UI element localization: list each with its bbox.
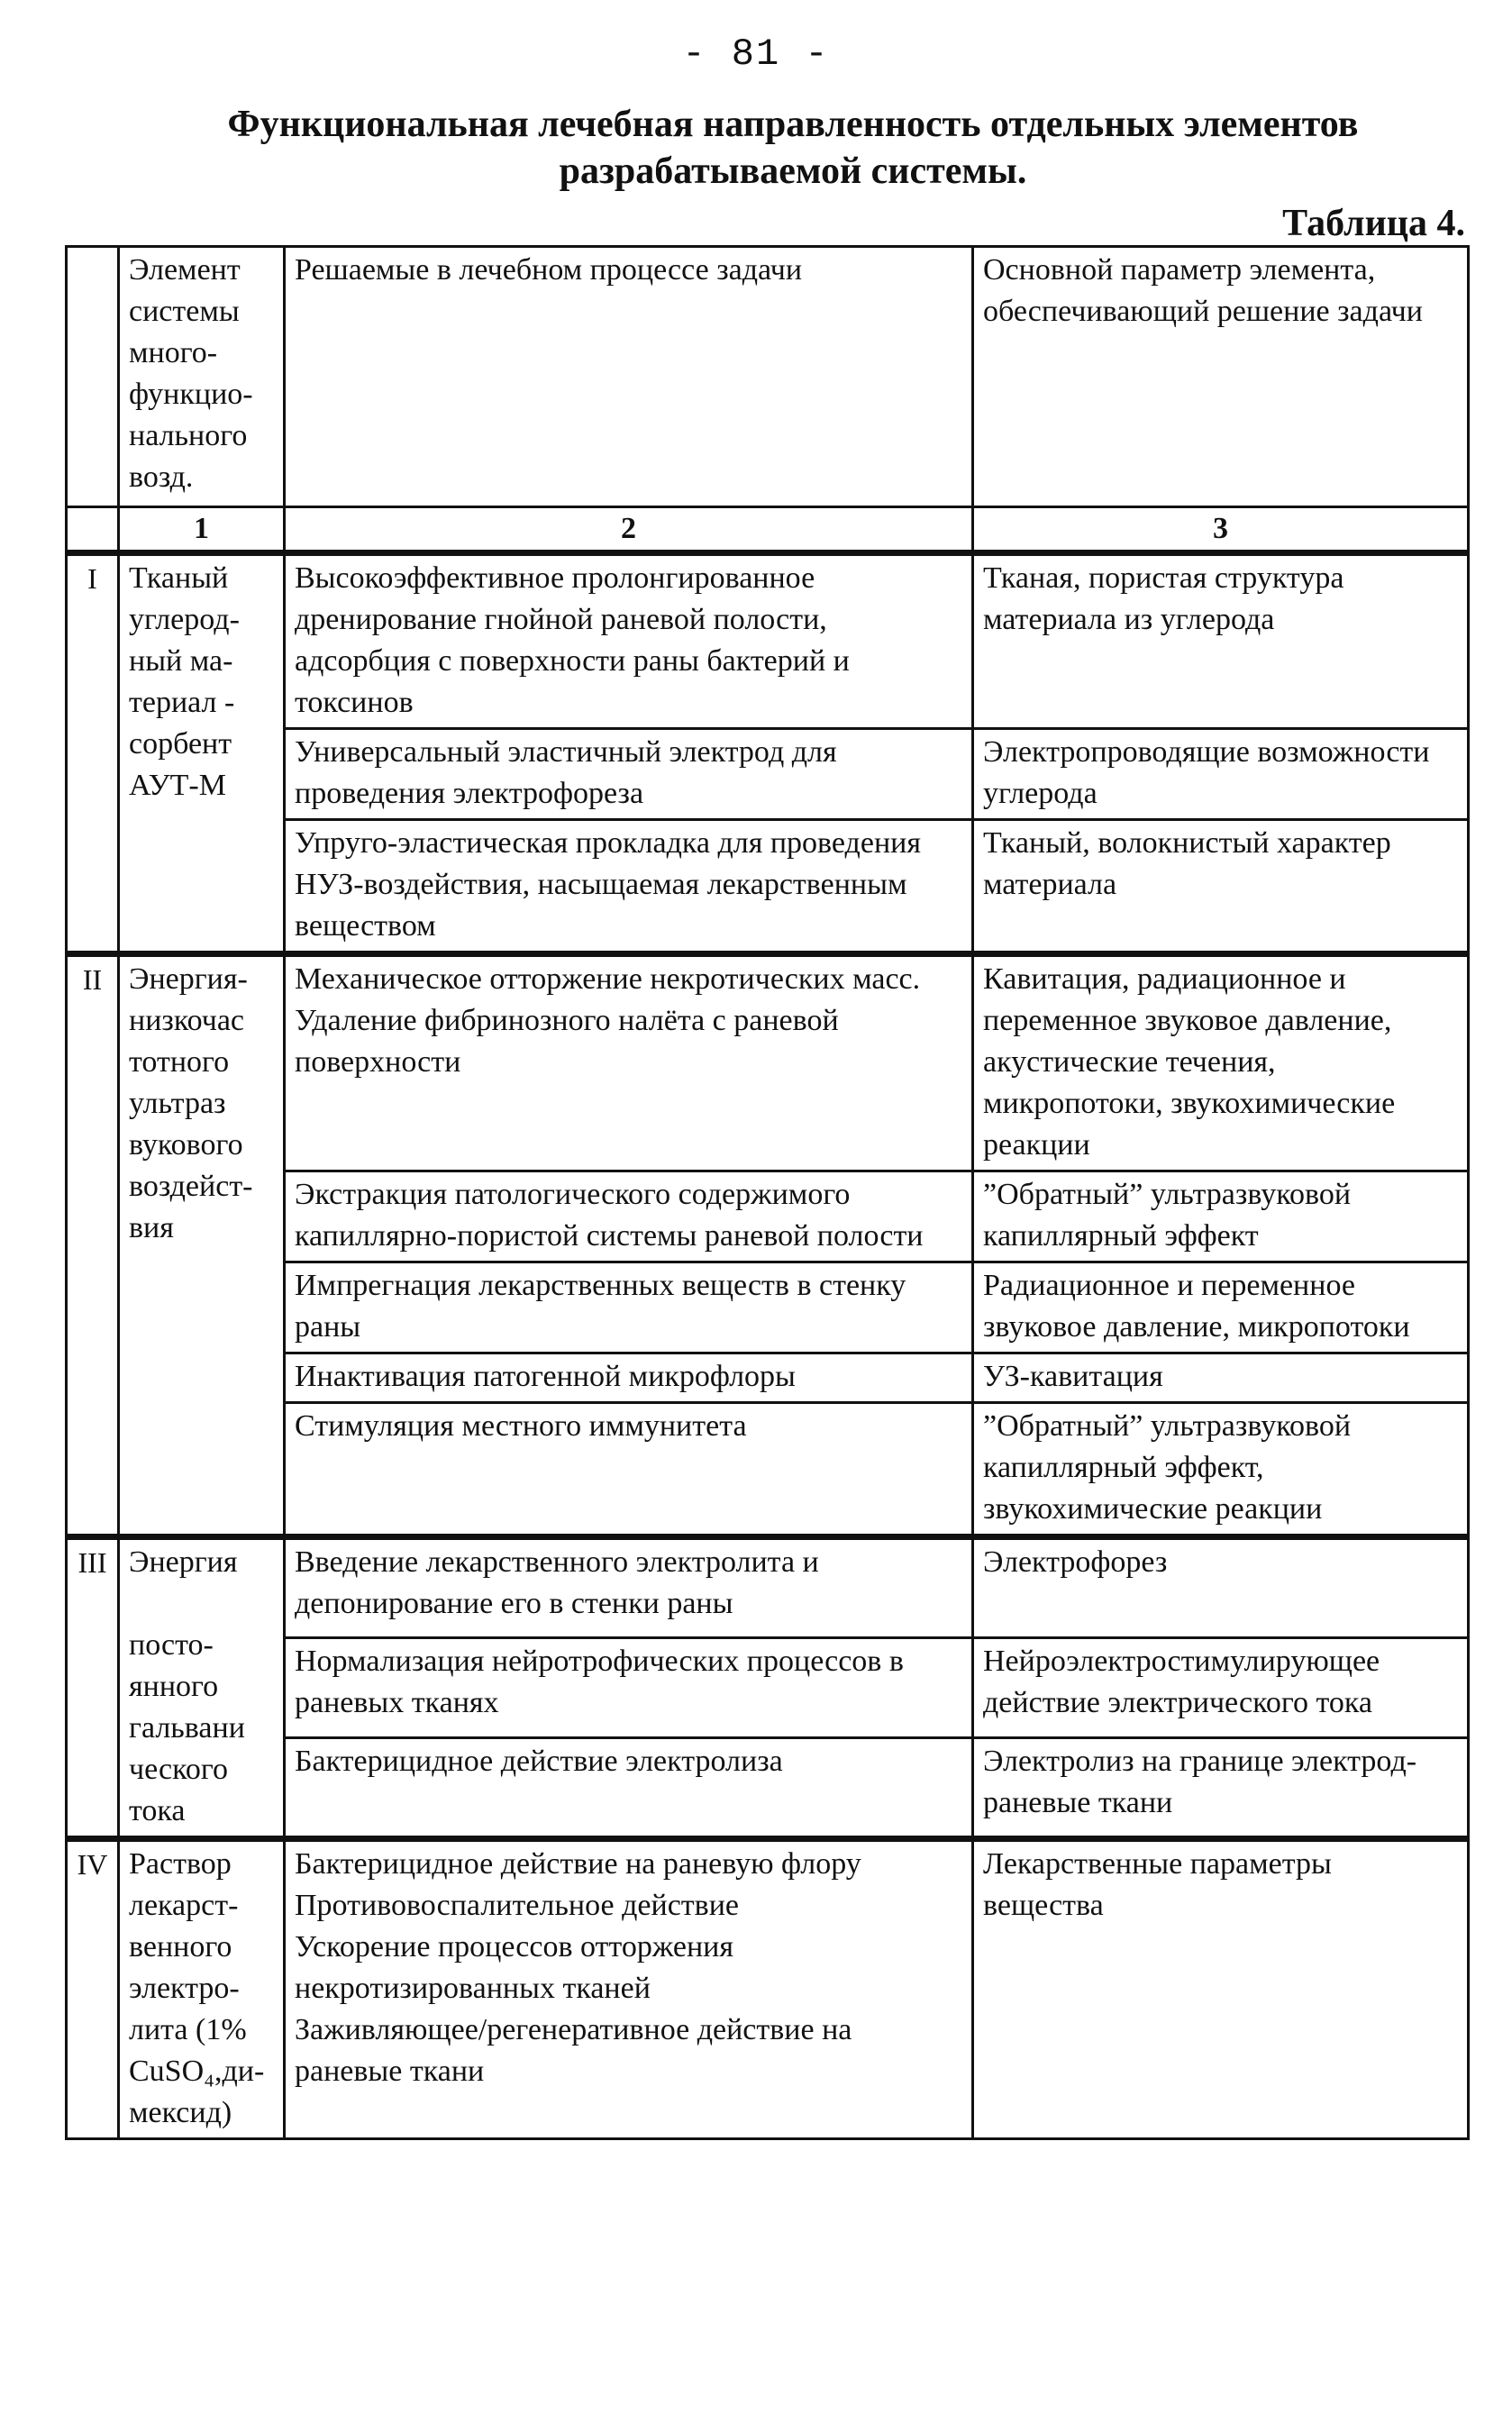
task-cell: Механическое отторжение некротических масс. Удаление фибринозного налёта с раневой поверхности	[285, 954, 973, 1171]
task-cell: Бактерицидное действие электролиза	[285, 1737, 973, 1838]
group-numeral-iii: III	[67, 1537, 119, 1839]
element-galvanic-current	[119, 1537, 285, 1839]
element-carbon-sorbent: Тканый углерод-ный ма-териал - сорбент АУТ-М	[119, 553, 285, 954]
element-drug-solution: Раствор лекарст-венного электро-лита (1% CuSO₄,ди-мексид)	[119, 1839, 285, 2139]
header-tasks: Решаемые в лечебном процессе задачи	[285, 247, 973, 507]
column-number-row	[67, 507, 1469, 553]
task-cell: Высокоэффективное пролонгированное дренирование гнойной раневой полости, адсорбция с поверхности раны бактерий и токсинов	[285, 553, 973, 729]
parameter-cell: Электропроводящие возможности углерода	[973, 729, 1469, 820]
task-line: Заживляющее/регенеративное действие на раневые ткани	[295, 2013, 852, 2088]
table-row	[67, 553, 1469, 729]
task-line: Противовоспалительное действие	[295, 1889, 739, 1922]
element-galvanic-line2: посто-янного гальвани ческого тока	[129, 1628, 245, 1827]
document-title: Функциональная лечебная направленность отдельных элементов разрабатываемой системы.	[227, 104, 1359, 192]
column-number-blank	[67, 507, 119, 553]
parameter-cell: ”Обратный” ультразвуковой капиллярный эффект, звукохимические реакции	[973, 1403, 1469, 1537]
task-line: Ускорение процессов отторжения некротизированных тканей	[295, 1930, 733, 2005]
task-list-cell	[285, 1839, 973, 2139]
group-numeral-i: I	[67, 553, 119, 954]
column-number-3: 3	[973, 507, 1469, 553]
table-row	[67, 1537, 1469, 1638]
task-cell: Упруго-эластическая прокладка для проведения НУЗ-воздействия, насыщаемая лекарственным веществом	[285, 820, 973, 954]
parameter-cell: Нейроэлектростимулирующее действие электрического тока	[973, 1638, 1469, 1737]
header-parameter: Основной параметр элемента, обеспечивающий решение задачи	[973, 247, 1469, 507]
parameter-cell: Тканая, пористая структура материала из углерода	[973, 553, 1469, 729]
parameter-cell: Кавитация, радиационное и переменное звуковое давление, акустические течения, микропотоки, звукохимические реакции	[973, 954, 1469, 1171]
group-numeral-ii: II	[67, 954, 119, 1537]
parameter-cell: Тканый, волокнистый характер материала	[973, 820, 1469, 954]
task-cell: Инактивация патогенной микрофлоры	[285, 1353, 973, 1403]
element-galvanic-line1: Энергия	[129, 1545, 238, 1579]
task-line: Бактерицидное действие на раневую флору	[295, 1847, 861, 1881]
task-cell: Импрегнация лекарственных веществ в стенку раны	[285, 1262, 973, 1353]
column-number-2: 2	[285, 507, 973, 553]
column-number-1: 1	[119, 507, 285, 553]
parameter-cell: Электролиз на границе электрод-раневые ткани	[973, 1737, 1469, 1838]
functions-table	[65, 245, 1470, 2140]
task-cell: Введение лекарственного электролита и депонирование его в стенки раны	[285, 1537, 973, 1638]
header-blank-cell	[67, 247, 119, 507]
task-cell: Универсальный эластичный электрод для проведения электрофореза	[285, 729, 973, 820]
table-row	[67, 1839, 1469, 2139]
element-ultrasound: Энергия-низкочас тотного ультраз вукового воздейст-вия	[119, 954, 285, 1537]
page-number: - 81 -	[682, 32, 830, 76]
table-header-row	[67, 247, 1469, 507]
header-element: Элемент системы много-функцио-нального возд.	[119, 247, 285, 507]
table-row	[67, 954, 1469, 1171]
group-numeral-iv: IV	[67, 1839, 119, 2139]
task-cell: Стимуляция местного иммунитета	[285, 1403, 973, 1537]
task-cell: Нормализация нейротрофических процессов в раневых тканях	[285, 1638, 973, 1737]
parameter-cell: Электрофорез	[973, 1537, 1469, 1638]
parameter-cell: Радиационное и переменное звуковое давление, микропотоки	[973, 1262, 1469, 1353]
parameter-cell: ”Обратный” ультразвуковой капиллярный эффект	[973, 1171, 1469, 1262]
task-cell: Экстракция патологического содержимого капиллярно-пористой системы раневой полости	[285, 1171, 973, 1262]
parameter-cell: УЗ-кавитация	[973, 1353, 1469, 1403]
table-label: Таблица 4.	[1282, 203, 1465, 244]
parameter-cell: Лекарственные параметры вещества	[973, 1839, 1469, 2139]
